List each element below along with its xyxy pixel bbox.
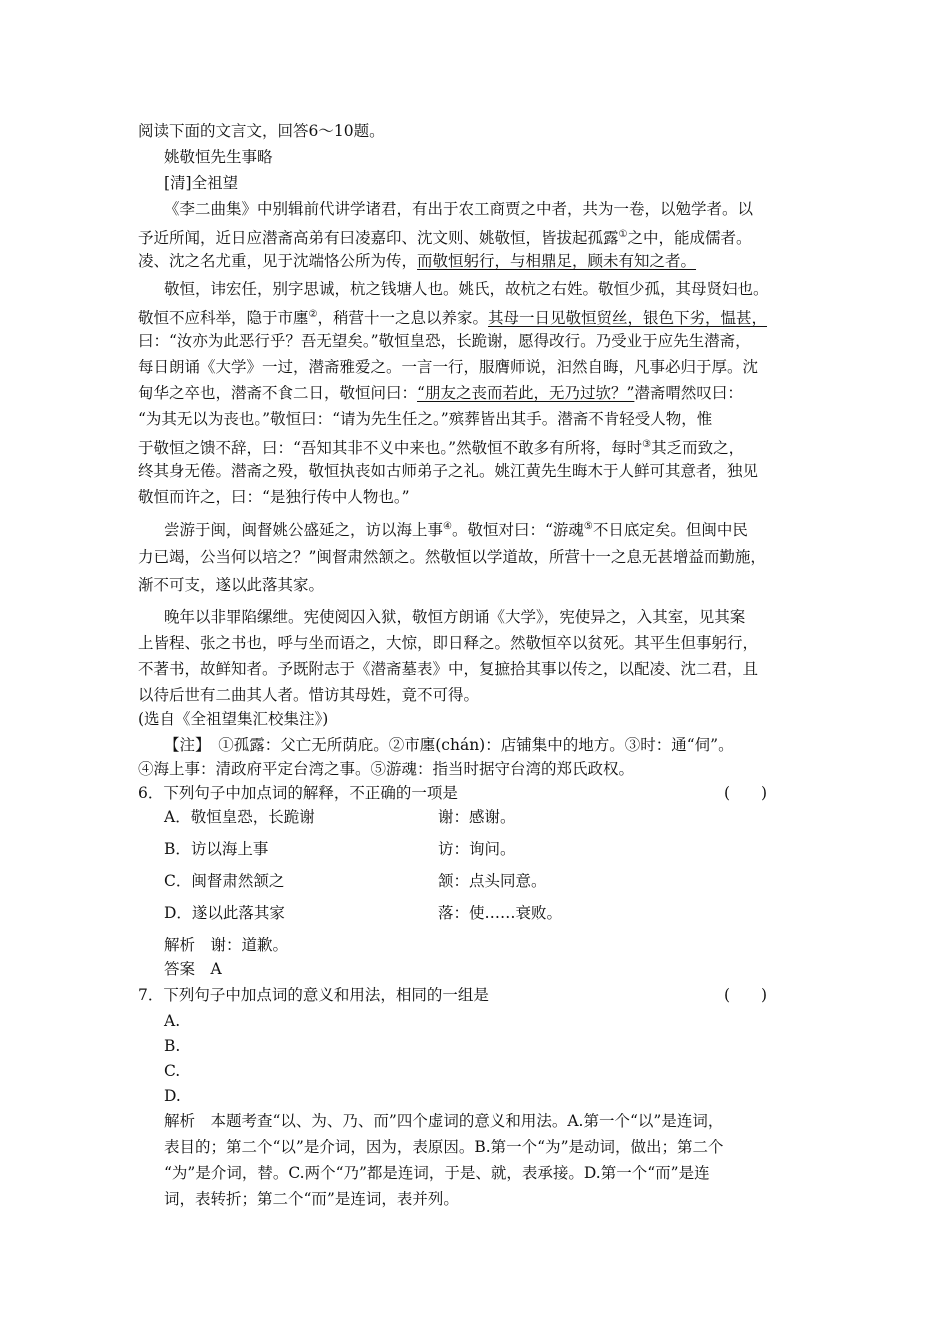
- p4-line-1: 晚年以非罪陷缧绁。宪使阅囚入狱，敬恒方朗诵《大学》，宪使异之，入其室，见其案: [164, 608, 746, 626]
- p2-line-7: [138, 434, 744, 456]
- note-mark-1: ①: [618, 229, 628, 240]
- p3-text: 不日底定矣。但闽中民: [592, 521, 748, 540]
- intro-line: 阅读下面的文言文，回答6～10题。: [138, 122, 385, 140]
- note-mark-3: ③: [642, 439, 652, 450]
- p2-text: 敬恒不应科举，隐于市廛: [138, 309, 309, 328]
- q7-option-a: A.: [164, 1012, 181, 1030]
- p3-line-1: [164, 516, 748, 538]
- underlined-sentence-2: 其母一日见敬恒贸丝，银色下劣，愠甚，: [488, 309, 768, 328]
- q7-analysis-line-1: 解析 本题考查“以、为、乃、而”四个虚词的意义和用法。A.第一个“以”是连词，: [164, 1112, 724, 1130]
- p4-line-4: 以待后世有二曲其人者。惜访其母姓，竟不可得。: [138, 686, 480, 704]
- q6-option-b-gloss: 访：询问。: [438, 840, 516, 858]
- essay-author: [清]全祖望: [164, 174, 239, 192]
- q6-option-c: C．闽督肃然颔之: [164, 872, 285, 890]
- p3-line-2: 力已竭，公当何以培之？”闽督肃然颔之。然敬恒以学道故，所营十一之息无甚增益而勤施，: [138, 548, 766, 566]
- source-citation: (选自《全祖望集汇校集注》): [138, 710, 329, 728]
- p3-text: 。敬恒对曰：“游魂: [451, 521, 584, 540]
- p3-text: 尝游于闽，闽督姚公盛延之，访以海上事: [164, 521, 444, 540]
- p2-line-1: 敬恒，讳宏任，别字思诚，杭之钱塘人也。姚氏，故杭之右姓。敬恒少孤，其母贤妇也。: [164, 280, 769, 298]
- p2-line-9: 敬恒而许之，曰：“是独行传中人物也。”: [138, 488, 410, 506]
- underlined-sentence-3: “朋友之丧而若此，无乃过欤？”: [417, 384, 635, 402]
- q6-option-d: D．遂以此落其家: [164, 904, 285, 922]
- notes-line-2: ④海上事：清政府平定台湾之事。⑤游魂：指当时据守台湾的郑氏政权。: [138, 760, 635, 778]
- q6-option-b: B．访以海上事: [164, 840, 269, 858]
- p4-line-3: 不著书，故鲜知者。予既附志于《潜斋墓表》中，复摭拾其事以传之，以配凌、沈二君，且: [138, 660, 759, 678]
- notes-line-1: 【注】 ①孤露：父亡无所荫庇。②市廛(chán)：店铺集中的地方。③时：通“伺”。: [164, 736, 734, 754]
- p1-text: 予近所闻，近日应潜斋高弟有曰凌嘉印、沈文则、姚敬恒，皆拔起孤露: [138, 229, 619, 248]
- p2-text: 甸华之卒也，潜斋不食二日，敬恒问曰：: [138, 384, 418, 402]
- p2-line-4: 每日朗诵《大学》一过，潜斋雅爱之。一言一行，服膺师说，汩然自晦，凡事必归于厚。沈: [138, 358, 759, 376]
- q7-analysis-line-2: 表目的；第二个“以”是介词，因为，表原因。B.第一个“为”是动词，做出；第二个: [164, 1138, 724, 1156]
- note-mark-2: ②: [308, 309, 318, 320]
- p1-line-3: [138, 250, 696, 272]
- q6-option-c-gloss: 颔：点头同意。: [438, 872, 547, 890]
- p2-line-2: [138, 304, 767, 326]
- q6-analysis: 解析 谢：道歉。: [164, 936, 289, 954]
- p2-line-6: “为其无以为丧也。”敬恒曰：“请为先生任之。”殡葬皆出其手。潜斋不肯轻受人物，惟: [138, 410, 713, 428]
- q7-stem: 7．下列句子中加点词的意义和用法，相同的一组是: [138, 986, 489, 1004]
- q7-analysis-line-3: “为”是介词，替。C.两个“乃”都是连词，于是、就，表承接。D.第一个“而”是连: [164, 1164, 710, 1182]
- p2-line-8: 终其身无倦。潜斋之殁，敬恒执丧如古师弟子之礼。姚江黄先生晦木于人鲜可其意者，独见: [138, 462, 759, 480]
- p1-text: 凌、沈之名尤重，见于沈端恪公所为传，: [138, 252, 418, 270]
- p1-line-1: 《李二曲集》中别辑前代讲学诸君，有出于农工商贾之中者，共为一卷，以勉学者。以: [164, 200, 754, 218]
- underlined-sentence-1: 而敬恒躬行，与相鼎足，顾未有知之者。: [417, 252, 697, 270]
- p2-text: 潜斋喟然叹曰：: [634, 384, 743, 402]
- p3-line-3: 渐不可支，遂以此落其家。: [138, 576, 325, 594]
- p4-line-2: 上皆程、张之书也，呼与坐而语之，大惊，即日释之。然敬恒卒以贫死。其平生但事躬行，: [138, 634, 759, 652]
- q7-option-b: B.: [164, 1037, 181, 1055]
- q7-analysis-line-4: 词，表转折；第二个“而”是连词，表并列。: [164, 1190, 459, 1208]
- p1-line-2: [138, 224, 752, 246]
- p2-line-5: [138, 382, 743, 404]
- p2-line-3: 曰：“汝亦为此恶行乎？吾无望矣。”敬恒皇恐，长跪谢，愿得改行。乃受业于应先生潜斋，: [138, 332, 751, 350]
- q7-option-c: C.: [164, 1062, 181, 1080]
- q7-option-d: D.: [164, 1087, 181, 1105]
- q6-option-a-gloss: 谢：感谢。: [438, 808, 516, 826]
- p2-text: 其乏而致之，: [651, 439, 745, 458]
- note-mark-4: ④: [443, 521, 452, 532]
- p2-text: ，稍营十一之息以养家。: [317, 309, 488, 328]
- q6-answer: 答案 A: [164, 960, 222, 978]
- p1-text: 之中，能成儒者。: [627, 229, 752, 248]
- q6-stem: 6．下列句子中加点词的解释，不正确的一项是: [138, 784, 458, 802]
- q6-answer-paren: ( ): [724, 784, 768, 802]
- q6-option-a: A．敬恒皇恐，长跪谢: [164, 808, 315, 826]
- p2-text: 于敬恒之馈不辞，曰：“吾知其非不义中来也。”然敬恒不敢多有所将，每时: [138, 439, 643, 458]
- note-mark-5: ⑤: [583, 521, 593, 532]
- q7-answer-paren: ( ): [724, 986, 768, 1004]
- essay-title: 姚敬恒先生事略: [164, 148, 273, 166]
- q6-option-d-gloss: 落：使……衰败。: [438, 904, 563, 922]
